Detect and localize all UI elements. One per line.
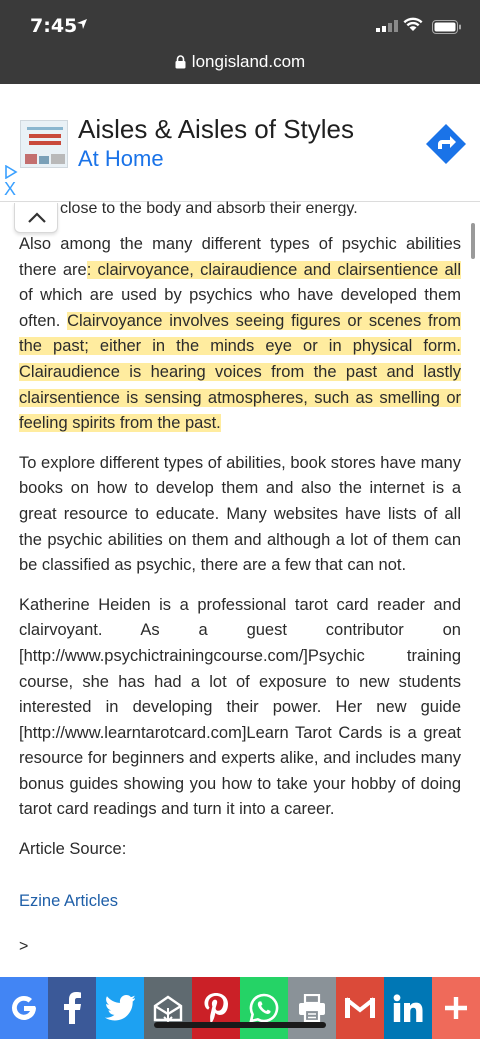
highlighted-text: : clairvoyance, clairaudience and clairsentience all xyxy=(86,260,462,279)
google-icon xyxy=(9,993,39,1023)
article-source-link[interactable]: Ezine Articles xyxy=(19,891,119,910)
article-paragraph: To explore different types of abilities, book stores have many books on how to develop them and also the internet is a great resource to educate. Many websites have lists of all the psychic abilities on them and although a lot of them can be classified as psychic, there are a few that can not. xyxy=(19,453,461,575)
share-facebook-button[interactable] xyxy=(48,977,96,1039)
ad-go-arrow-icon[interactable] xyxy=(424,122,468,166)
cellular-signal-icon xyxy=(376,20,398,32)
url-display[interactable] xyxy=(0,52,480,72)
trailing-marker: > xyxy=(19,938,29,955)
share-email-button[interactable] xyxy=(144,977,192,1039)
partial-text-line: close to the body and absorb their energy. xyxy=(60,200,358,216)
chevron-up-icon xyxy=(27,212,47,224)
facebook-icon xyxy=(62,992,82,1024)
share-more-button[interactable] xyxy=(432,977,480,1039)
url-text: longisland.com xyxy=(191,52,306,71)
print-icon xyxy=(297,994,327,1022)
location-arrow-icon xyxy=(76,18,88,30)
status-bar xyxy=(0,0,480,44)
scroll-indicator[interactable] xyxy=(471,223,475,259)
article-body xyxy=(19,232,461,928)
share-twitter-button[interactable] xyxy=(96,977,144,1039)
share-bar xyxy=(0,977,480,1039)
article-paragraph: Katherine Heiden is a professional tarot card reader and clairvoyant. As a guest contributor on [http://www.psychictrainingcourse.com/]Psychic training course, she has had a lot of exposure to new students interested in developing their power. Her new guide [http://www.learntarotcard.com]Learn Tarot Cards is a great resource for beginners and experts alike, and includes many bonus guides showing you how to take your hobby of doing tarot card readings and turn it into a career. xyxy=(19,595,461,819)
collapse-ad-button[interactable] xyxy=(14,203,58,233)
ad-subline[interactable]: At Home xyxy=(78,146,164,171)
linkedin-icon xyxy=(393,994,423,1022)
share-google-button[interactable] xyxy=(0,977,48,1039)
share-pinterest-button[interactable] xyxy=(192,977,240,1039)
email-forward-icon xyxy=(153,994,183,1022)
ad-thumbnail[interactable] xyxy=(20,120,68,168)
share-whatsapp-button[interactable] xyxy=(240,977,288,1039)
twitter-icon xyxy=(105,995,135,1021)
article-paragraph: Also among the many different types of psychic abilities there are: clairvoyance, clairaudience and clairsentience all of which are used by psychics who have developed them often. Clairvoyance involves seeing figures or scenes from the past; either in the minds eye or in physical form. Clairaudience is hearing voices from the past and lastly clairsentience is sensing atmospheres, such as smelling or feeling spirits from the past. xyxy=(19,235,462,433)
ad-close-button[interactable]: X xyxy=(4,179,17,199)
browser-url-bar[interactable] xyxy=(0,44,480,84)
article-source-label: Article Source: xyxy=(19,840,127,859)
status-time: 7:45 xyxy=(30,15,78,37)
share-print-button[interactable] xyxy=(288,977,336,1039)
wifi-icon xyxy=(403,17,423,32)
home-indicator[interactable] xyxy=(154,1022,326,1028)
ad-headline[interactable]: Aisles & Aisles of Styles xyxy=(78,114,354,144)
lock-icon xyxy=(175,55,186,69)
battery-icon xyxy=(432,20,462,34)
highlighted-text: Clairvoyance involves seeing figures or scenes from the past; either in the minds eye or in physical form. Clairaudience is hearing voices from the past and lastly clairsentience is sensing atmospheres, such as smelling or feeling spirits from the past. xyxy=(19,311,461,433)
share-gmail-button[interactable] xyxy=(336,977,384,1039)
adchoices-icon[interactable] xyxy=(4,165,18,179)
share-linkedin-button[interactable] xyxy=(384,977,432,1039)
gmail-icon xyxy=(344,996,376,1020)
whatsapp-icon xyxy=(248,992,280,1024)
plus-icon xyxy=(443,995,469,1021)
ad-banner[interactable] xyxy=(0,84,480,202)
pinterest-icon xyxy=(203,992,229,1024)
